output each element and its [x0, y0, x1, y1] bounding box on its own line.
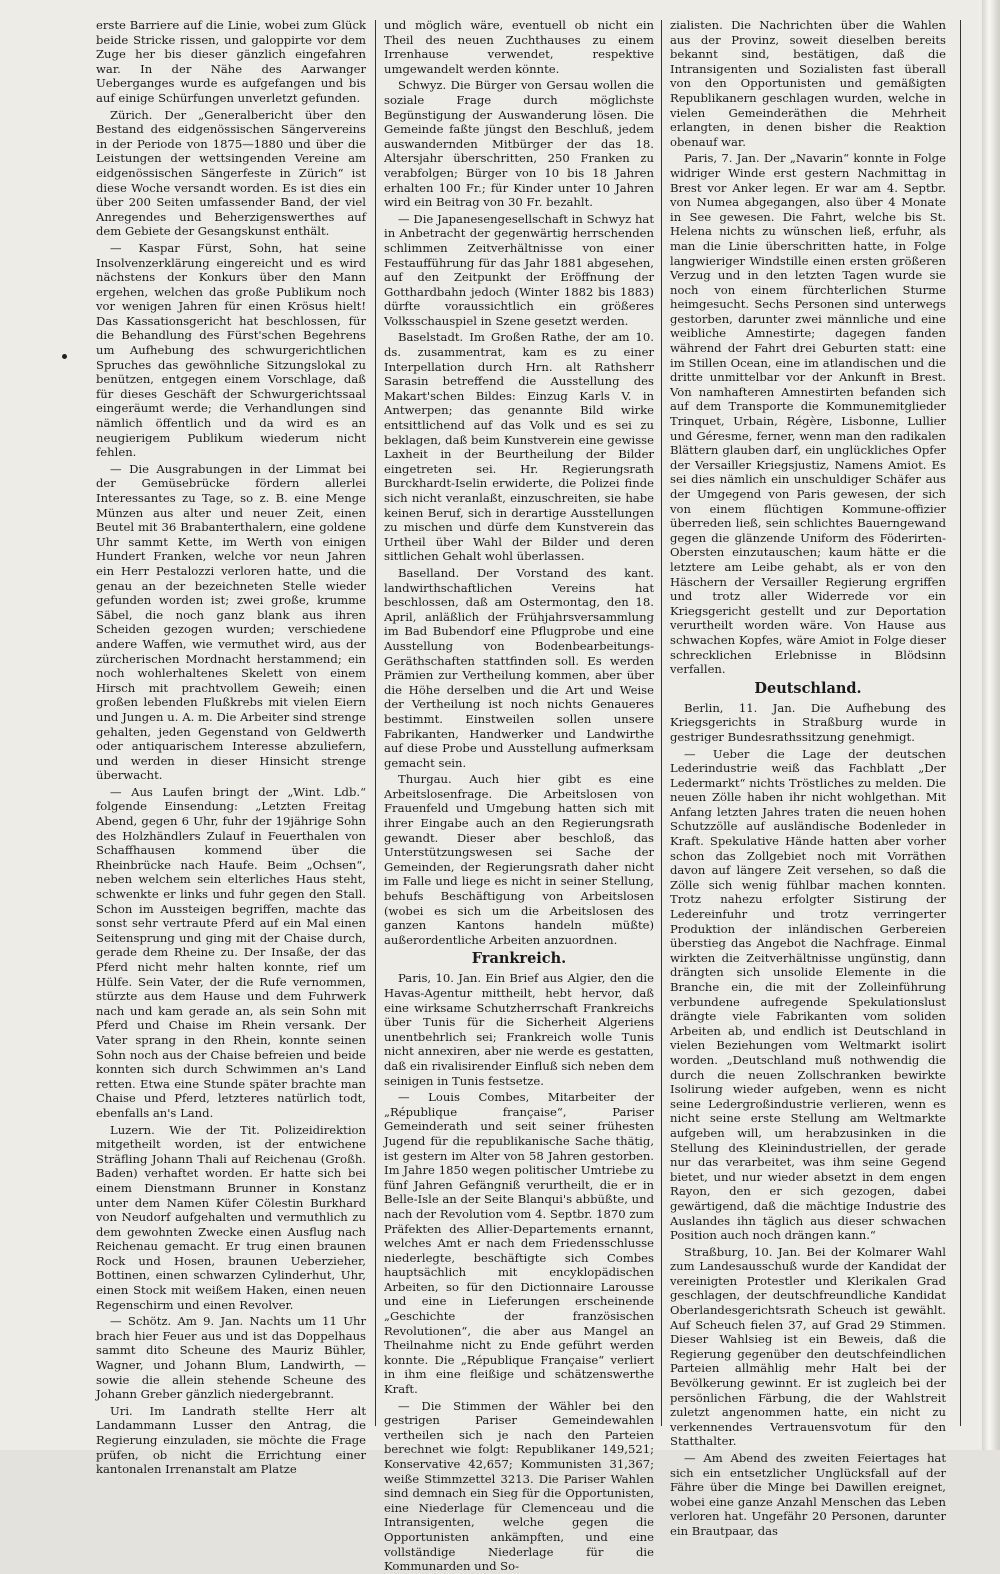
column-3: [670, 18, 946, 1538]
article-paragraph: und möglich wäre, eventuell ob nicht ein Theil des neuen Zuchthauses zu einem Irrenhause verwendet, respektive umgewandelt werden könnte.: [384, 18, 654, 76]
column-rule: [661, 20, 662, 1426]
article-paragraph: Straßburg, 10. Jan. Bei der Kolmarer Wahl zum Landesausschuß wurde der Kandidat der vereinigten Protestler und Klerikalen Grad geschlagen, der deutschfreundliche Kandidat Oberlandesgerichtsrath Scheuch ist gewählt. Auf Scheuch fielen 37, auf Grad 29 Stimmen. Dieser Wahlsieg ist ein Beweis, daß die Regierung gegenüber den deutschfeindlichen Parteien allmählig mehr Halt bei der Bevölkerung gewinnt. Er ist zugleich bei der persönlichen Färbung, die der Wahlstreit zuletzt angenommen hatte, ein nicht zu verkennendes Vertrauensvotum für den Statthalter.: [670, 1244, 946, 1449]
article-paragraph: Berlin, 11. Jan. Die Aufhebung des Kriegsgerichts in Straßburg wurde in gestriger Bundesrathssitzung genehmigt.: [670, 700, 946, 744]
article-paragraph: Baselland. Der Vorstand des kant. landwirthschaftlichen Vereins hat beschlossen, daß am Ostermontag, den 18. April, anläßlich der Frühjahrsversammlung im Bad Bubendorf eine Pflugprobe und eine Ausstellung von Bodenbearbeitungs-Geräthschaften stattfinden soll. Es werden Prämien zur Vertheilung kommen, aber über die Höhe derselben und die Art und Weise der Vertheilung ist noch nichts Genaueres bestimmt. Einstweilen sollen unsere Fabrikanten, Handwerker und Landwirthe auf diese Probe und Ausstellung aufmerksam gemacht sein.: [384, 565, 654, 770]
article-paragraph: erste Barriere auf die Linie, wobei zum Glück beide Stricke rissen, und galoppirte vor dem Zuge her bis dieser gänzlich eingefahren war. In der Nähe des Aarwanger Ueberganges wurde es aufgefangen und bis auf einige Schürfungen unverletzt gefunden.: [96, 18, 366, 105]
article-paragraph: — Kaspar Fürst, Sohn, hat seine Insolvenzerklärung eingereicht und es wird nächstens der Konkurs über den Mann ergehen, welchen das große Publikum noch vor wenigen Jahren für einen Krösus hielt! Das Kassationsgericht hat beschlossen, für die Behandlung des Fürst'schen Begehrens um Aufhebung des schwurgerichtlichen Spruches das gewöhnliche Sitzungslokal zu benützen, entgegen einem Vorschlage, daß für dieses Geschäft der Schwurgerichtssaal eingeräumt werde; die Verhandlungen sind nämlich öffentlich und da wird es an neugierigem Publikum wiederum nicht fehlen.: [96, 240, 366, 460]
article-paragraph: — Ueber die Lage der deutschen Lederindustrie weiß das Fachblatt „Der Ledermarkt“ nichts Tröstliches zu melden. Die neuen Zölle haben ihr nicht wohlgethan. Mit Anfang letzten Jahres traten die neuen hohen Schutzzölle auf ausländische Bodenleder in Kraft. Spekulative Hände hatten aber vorher schon das Zollgebiet noch mit Vorräthen davon auf längere Zeit versehen, so daß die Zölle sich wenig fühlbar machen konnten. Trotz nahezu erfolgter Sistirung der Ledereinfuhr und trotz verringerter Produktion der inländischen Gerbereien überstieg das Angebot die Nachfrage. Einmal wirkten die Zeitverhältnisse ungünstig, dann drängten sich unsolide Elemente in die Branche ein, die mit der Zolleinführung verbundene aufregende Spekulationslust drängte viele Fabrikanten vom soliden Arbeiten ab, und endlich ist Deutschland in vielen Beziehungen vom Weltmarkt isolirt worden. „Deutschland muß nothwendig die durch die neuen Zollschranken bewirkte Isolirung wieder aufgeben, wenn es nicht seine Ledergroßindustrie verlieren, wenn es nicht seine erste Stellung am Weltmarkte aufgeben will, um herabzusinken in die Stellung des Kleinindustriellen, der gerade nur das verarbeitet, was ihm seine Gegend bietet, und nur wieder absetzt in dem engen Rayon, den er sich gezogen, dabei gewärtigend, daß die mächtige Industrie des Auslandes ihn täglich aus dieser schwachen Position auch noch drängen kann.“: [670, 746, 946, 1243]
column-rule: [375, 20, 376, 1426]
section-heading: Deutschland.: [754, 679, 862, 697]
article-paragraph: — Die Stimmen der Wähler bei den gestrigen Pariser Gemeindewahlen vertheilen sich je nach den Parteien berechnet wie folgt: Republikaner 149,521; Konservative 42,657; Kommunisten 31,367; weiße Stimmzettel 3213. Die Pariser Wahlen sind demnach ein Sieg für die Opportunisten, eine Niederlage für Clemenceau und die Intransigenten, welche gegen die Opportunisten ankämpften, und eine vollständige Niederlage für die Kommunarden und So-: [384, 1398, 654, 1574]
article-paragraph: — Aus Laufen bringt der „Wint. Ldb.“ folgende Einsendung: „Letzten Freitag Abend, gegen 6 Uhr, fuhr der 19jährige Sohn des Holzhändlers Zulauf in Feuerthalen von Schaffhausen kommend über die Rheinbrücke nach Haufe. Beim „Ochsen“, neben welchem sein elterliches Haus steht, schwenkte er links und fuhr gegen den Stall. Schon im Aussteigen begriffen, machte das sonst sehr vertraute Pferd auf ein Mal einen Seitensprung und ging mit der Chaise durch, gerade dem Rheine zu. Der Insaße, der das Pferd nicht mehr halten konnte, rief um Hülfe. Sein Vater, der die Rufe vernommen, stürzte aus dem Hause und dem Fuhrwerk nach und kam gerade an, als sein Sohn mit Pferd und Chaise im Rhein versank. Der Vater sprang in den Rhein, konnte seinen Sohn noch aus der Chaise befreien und beide konnten sich durch Schwimmen an's Land retten. Etwa eine Stunde später brachte man Chaise und Pferd, letzteres natürlich todt, ebenfalls an's Land.: [96, 784, 366, 1120]
column-1: [96, 18, 366, 1477]
section-heading: Frankreich.: [471, 950, 567, 968]
article-paragraph: Luzern. Wie der Tit. Polizeidirektion mitgetheilt worden, ist der entwichene Sträfling Johann Thali auf Reichenau (Großh. Baden) verhaftet worden. Er hatte sich bei einem Dienstmann Brunner in Konstanz unter dem Namen Küfer Cölestin Burkhard von Neudorf aufgehalten und vermuthlich zu dem gewohnten Zwecke einen Ausflug nach Reichenau gemacht. Er trug einen braunen Rock und Hosen, braunen Ueberzieher, Bottinen, einen schwarzen Cylinderhut, Uhr, einen Stock mit weißem Haken, einen neuen Regenschirm und einen Revolver.: [96, 1122, 366, 1312]
article-paragraph: — Die Japanesengesellschaft in Schwyz hat in Anbetracht der gegenwärtig herrschenden schlimmen Zeitverhältnisse von einer Festaufführung für das Jahr 1881 abgesehen, auf den Zeitpunkt der Eröffnung der Gotthardbahn jedoch (Winter 1882 bis 1883) dürfte voraussichtlich ein größeres Volksschauspiel in Szene gesetzt werden.: [384, 211, 654, 328]
article-paragraph: — Die Ausgrabungen in der Limmat bei der Gemüsebrücke fördern allerlei Interessantes zu Tage, so z. B. eine Menge Münzen aus alter und neuer Zeit, einen Beutel mit 36 Brabanterthalern, eine goldene Uhr sammt Kette, im Werth von einigen Hundert Franken, welche vor neun Jahren ein Herr Pestalozzi verloren hatte, und die genau an der bezeichneten Stelle wieder gefunden worden ist; zwei große, krumme Säbel, die noch ganz blank aus ihren Scheiden gezogen wurden; verschiedene andere Waffen, wie vermuthet wird, aus der zürcherischen Mordnacht herstammend; ein noch wohlerhaltenes Skelett von einem Hirsch mit prachtvollem Geweih; einen großen lebenden Flußkrebs mit vielen Eiern und Jungen u. A. m. Die Arbeiter sind strenge gehalten, jeden Gegenstand von Geldwerth oder antiquarischem Interesse abzuliefern, und werden in dieser Hinsicht strenge überwacht.: [96, 461, 366, 783]
article-paragraph: zialisten. Die Nachrichten über die Wahlen aus der Provinz, soweit dieselben bereits bekannt sind, bestätigen, daß die Intransigenten und Sozialisten fast überall von den Opportunisten und gemäßigten Republikanern geschlagen wurden, welche in vielen Gemeinderäthen die Mehrheit erlangten, in denen bisher die Reaktion obenauf war.: [670, 18, 946, 149]
article-paragraph: Paris, 10. Jan. Ein Brief aus Algier, den die Havas-Agentur mittheilt, hebt hervor, daß eine wirksame Schutzherrschaft Frankreichs über Tunis für die Sicherheit Algeriens unentbehrlich sei; Frankreich wolle Tunis nicht annexiren, aber nie werde es gestatten, daß ein rivalisirender Einfluß sich neben dem seinigen in Tunis festsetze.: [384, 971, 654, 1088]
article-paragraph: Zürich. Der „Generalbericht über den Bestand des eidgenössischen Sängervereins in der Periode von 1875—1880 und über die Leistungen der wettsingenden Vereine am eidgenössischen Sängerfeste in Zürich“ ist diese Woche versandt worden. Es ist dies ein über 200 Seiten umfassender Band, der viel Anregendes und Beherzigenswerthes auf dem Gebiete der Gesangskunst enthält.: [96, 107, 366, 239]
column-rule: [960, 20, 961, 1426]
article-paragraph: — Louis Combes, Mitarbeiter der „République française“, Pariser Gemeinderath und seit seiner frühesten Jugend für die republikanische Sache thätig, ist gestern im Alter von 58 Jahren gestorben. Im Jahre 1850 wegen politischer Umtriebe zu fünf Jahren Gefängniß verurtheilt, die er in Belle-Isle an der Seite Blanqui's abbüßte, und nach der Revolution vom 4. Septbr. 1870 zum Präfekten des Allier-Departements ernannt, welches Amt er nach dem Friedensschlusse niederlegte, beschäftigte sich Combes hauptsächlich mit encyklopädischen Arbeiten, so für den Dictionnaire Larousse und eine in Lieferungen erscheinende „Geschichte der französischen Revolutionen“, die aber aus Mangel an Theilnahme nicht zu Ende geführt werden konnte. Die „République Française“ verliert in ihm eine fleißige und schätzenswerthe Kraft.: [384, 1090, 654, 1397]
article-paragraph: Uri. Im Landrath stellte Herr alt Landammann Lusser den Antrag, die Regierung einzuladen, sie möchte die Frage prüfen, ob nicht die Errichtung einer kantonalen Irrenanstalt am Platze: [96, 1403, 366, 1477]
margin-dot: [62, 354, 67, 359]
page-edge: [982, 0, 1000, 1450]
article-paragraph: Thurgau. Auch hier gibt es eine Arbeitslosenfrage. Die Arbeitslosen von Frauenfeld und Umgebung hatten sich mit ihrer Eingabe auch an den Regierungsrath gewandt. Dieser aber beschloß, das Unterstützungswesen sei Sache der Gemeinden, der Regierungsrath daher nicht im Falle und liege es nicht in seiner Stellung, behufs Beschäftigung von Arbeitslosen (wobei es sich um die Arbeitslosen des ganzen Kantons handeln müßte) außerordentliche Arbeiten anzuordnen.: [384, 772, 654, 947]
article-paragraph: — Schötz. Am 9. Jan. Nachts um 11 Uhr brach hier Feuer aus und ist das Doppelhaus sammt dito Scheune des Mauriz Bühler, Wagner, und Johann Blum, Landwirth, — sowie die allein stehende Scheune des Johann Greber gänzlich niedergebrannt.: [96, 1314, 366, 1402]
article-paragraph: Schwyz. Die Bürger von Gersau wollen die soziale Frage durch möglichste Begünstigung der Auswanderung lösen. Die Gemeinde faßte jüngst den Beschluß, jedem auswandernden Mitbürger der das 18. Altersjahr überschritten, 250 Franken zu verabfolgen; Bürger von 10 bis 18 Jahren erhalten 100 Fr.; für Kinder unter 10 Jahren wird ein Beitrag von 30 Fr. bezahlt.: [384, 78, 654, 210]
article-paragraph: Paris, 7. Jan. Der „Navarin“ konnte in Folge widriger Winde erst gestern Nachmittag in Brest vor Anker legen. Er war am 4. Septbr. von Numea abgegangen, also über 4 Monate in See gewesen. Die Fahrt, welche bis St. Helena nichts zu wünschen ließ, erfuhr, als man die Linie überschritten hatte, in Folge langwieriger Windstille einen ersten größeren Verzug und in den letzten Tagen wurde sie noch von einem fürchterlichen Sturme heimgesucht. Sechs Personen sind unterwegs gestorben, darunter zwei männliche und eine weibliche Amnestirte; dagegen fanden während der Fahrt drei Geburten statt: eine im Stillen Ocean, eine im atlandischen und die dritte unmittelbar vor der Ankunft in Brest. Von namhafteren Amnestirten befanden sich auf dem Transporte die Kommunemitglieder Trinquet, Urbain, Régère, Lisbonne, Lullier und Géresme, ferner, wenn man den radikalen Blättern glauben darf, ein unglückliches Opfer der Versailler Kriegsjustiz, Namens Amiot. Es sei dies nämlich ein unschuldiger Schäfer aus der Umgegend von Paris gewesen, der sich von einem flüchtigen Kommune-offizier überreden ließ, sein schlichtes Bauerngewand gegen die glänzende Uniform des Föderirten-Obersten einzutauschen; kaum hätte er die letztere am Leibe gehabt, als er von den Häschern der Versailler Regierung ergriffen und trotz aller Widerrede vor ein Kriegsgericht gestellt und zur Deportation verurtheilt worden wäre. Von Hause aus schwachen Kopfes, wäre Amiot in Folge dieser schrecklichen Erlebnisse in Blödsinn verfallen.: [670, 151, 946, 677]
article-paragraph: — Am Abend des zweiten Feiertages hat sich ein entsetzlicher Unglücksfall auf der Fähre über die Minge bei Dawillen ereignet, wobei eine ganze Anzahl Menschen das Leben verloren hat. Ungefähr 20 Personen, darunter ein Brautpaar, das: [670, 1451, 946, 1538]
article-paragraph: Baselstadt. Im Großen Rathe, der am 10. ds. zusammentrat, kam es zu einer Interpellation durch Hrn. alt Rathsherr Sarasin betreffend die Ausstellung des Makart'schen Bildes: Einzug Karls V. in Antwerpen; das genannte Bild wirke entsittlichend auf das Volk und es sei zu beklagen, daß beim Kunstverein eine gewisse Laxheit in der Beurtheilung der Bilder eingetreten sei. Hr. Regierungsrath Burckhardt-Iselin erwiderte, die Polizei finde sich nicht veranlaßt, einzuschreiten, sie habe keinen Beruf, sich in derartige Ausstellungen zu mischen und dürfe dem Kunstverein das Urtheil über Wahl der Bilder und deren sittlichen Gehalt wohl überlassen.: [384, 330, 654, 564]
column-2: [384, 18, 654, 1574]
